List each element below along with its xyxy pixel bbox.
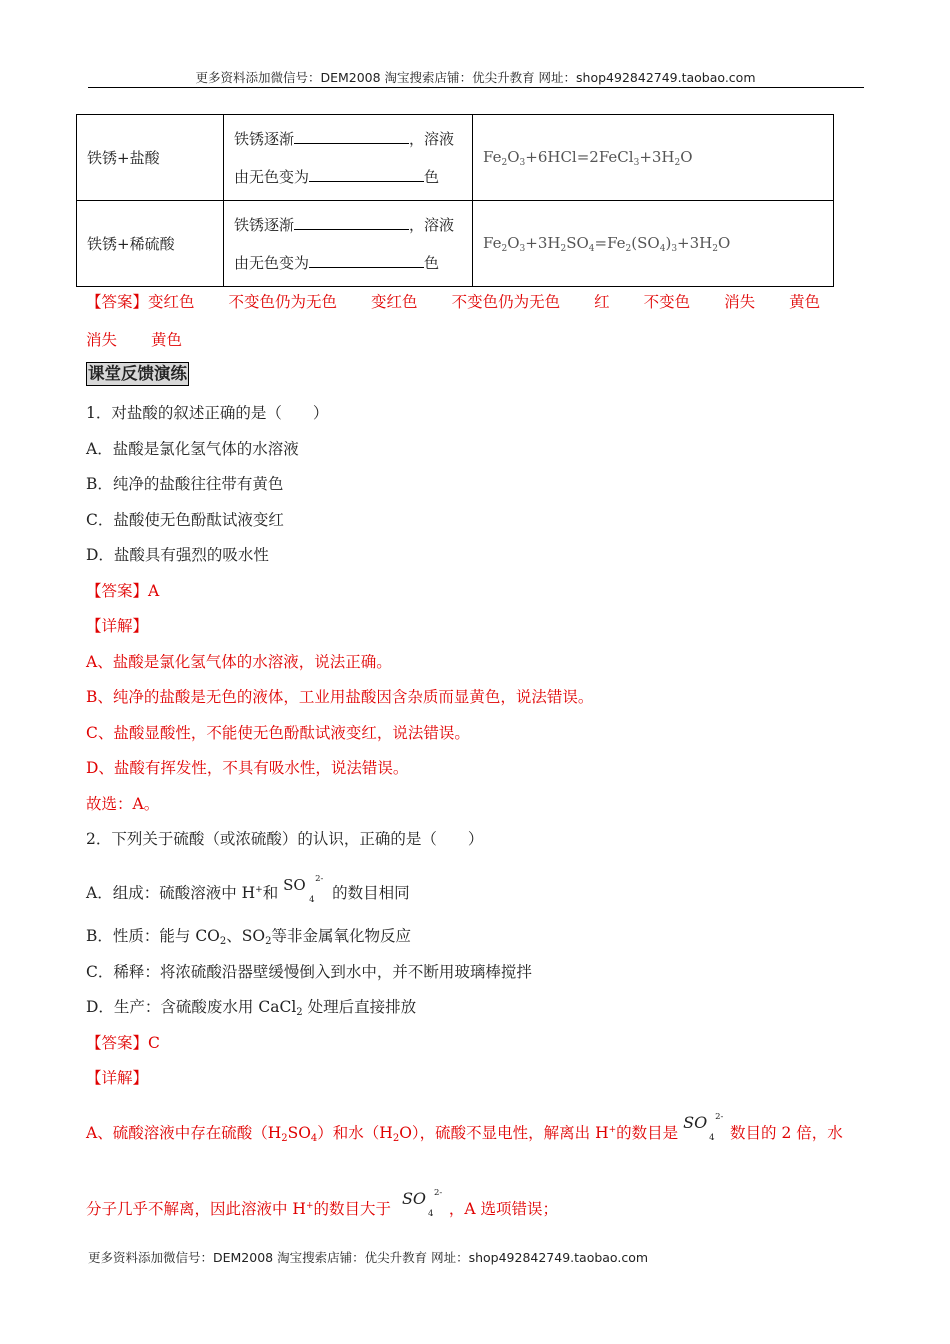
obs-text: ，溶液	[409, 129, 455, 148]
reactants-cell: 铁锈+盐酸	[77, 115, 224, 201]
q2-option-c: C．稀释：将浓硫酸沿器壁缓慢倒入到水中，并不断用玻璃棒搅拌	[86, 963, 532, 981]
q1-option-b: B．纯净的盐酸往往带有黄色	[86, 475, 284, 493]
q1-option-d: D．盐酸具有强烈的吸水性	[86, 546, 269, 564]
answer-item: 红	[594, 293, 610, 311]
q1-option-a: A．盐酸是氯化氢气体的水溶液	[86, 440, 299, 458]
q2-option-d: D．生产：含硫酸废水用 CaCl$_2$ 处理后直接排放	[86, 998, 417, 1018]
answer-item: 变红色	[148, 293, 195, 311]
answer-item: 消失	[86, 331, 118, 349]
q2-stem: 2．下列关于硫酸（或浓硫酸）的认识，正确的是（ ）	[86, 830, 484, 848]
q1-detail-b: B、纯净的盐酸是无色的液体，工业用盐酸因含杂质而显黄色，说法错误。	[86, 688, 594, 706]
header-rule	[88, 87, 864, 88]
page-header: 更多资料添加微信号：DEM2008 淘宝搜索店铺：优尖升教育 网址：shop492842749.taobao.com	[195, 70, 756, 85]
obs-text: 铁锈逐渐	[234, 215, 295, 234]
page-footer: 更多资料添加微信号：DEM2008 淘宝搜索店铺：优尖升教育 网址：shop492842749.taobao.com	[88, 1250, 649, 1265]
obs-text: 由无色变为	[234, 167, 310, 186]
q1-stem: 1．对盐酸的叙述正确的是（ ）	[86, 404, 329, 422]
table-row	[77, 115, 834, 201]
answer-item: 黄色	[151, 331, 183, 349]
q1-detail-c: C、盐酸显酸性，不能使无色酚酞试液变红，说法错误。	[86, 724, 470, 742]
q1-detail-label: 【详解】	[86, 617, 149, 635]
q2-answer: 【答案】C	[86, 1034, 160, 1052]
table-row	[77, 201, 834, 287]
observation-cell	[224, 201, 473, 287]
fill-blank	[309, 167, 424, 182]
answer-item: 消失	[724, 293, 756, 311]
obs-text: ，溶液	[409, 215, 455, 234]
answer-item: 黄色	[789, 293, 821, 311]
q1-conclusion: 故选：A。	[86, 795, 160, 813]
fill-blank	[294, 215, 409, 230]
obs-text: 色	[424, 253, 440, 272]
section-title: 课堂反馈演练	[86, 362, 189, 386]
q2-option-a: A．组成：硫酸溶液中 H+和 SO 2- 4 的数目相同	[86, 866, 410, 912]
fill-blank	[309, 253, 424, 268]
obs-text: 色	[424, 167, 440, 186]
observation-cell	[224, 115, 473, 201]
reaction-table	[76, 114, 834, 287]
answer-item: 不变色仍为无色	[451, 293, 561, 311]
sulfate-ion: SO 2- 4	[283, 874, 324, 905]
answer-row	[86, 290, 820, 312]
q1-detail-a: A、盐酸是氯化氢气体的水溶液，说法正确。	[86, 653, 392, 671]
answer-item: 不变色	[643, 293, 691, 311]
q2-detail-a-line2: 分子几乎不解离，因此溶液中 H+的数目大于 SO 2- 4 ，A 选项错误；	[86, 1176, 558, 1232]
answer-item: 变红色	[371, 293, 418, 311]
sulfate-ion: SO 2- 4	[401, 1188, 443, 1219]
q2-option-b: B．性质：能与 $CO_2$、$SO_2$等非金属氧化物反应	[86, 927, 411, 947]
q1-answer: 【答案】A	[86, 582, 160, 600]
obs-text: 由无色变为	[234, 253, 310, 272]
q1-option-c: C．盐酸使无色酚酞试液变红	[86, 511, 284, 529]
fill-blank	[294, 129, 409, 144]
equation-cell: $Fe_2O_3+6HCl=2FeCl_3+3H_2O$	[473, 115, 834, 201]
reactants-cell: 铁锈+稀硫酸	[77, 201, 224, 287]
q1-detail-d: D、盐酸有挥发性，不具有吸水性，说法错误。	[86, 759, 409, 777]
obs-text: 铁锈逐渐	[234, 129, 295, 148]
answer-row-2	[86, 328, 182, 350]
answer-label: 【答案】	[86, 293, 149, 311]
q2-detail-a-line1: A、硫酸溶液中存在硫酸$(H_2SO_4)$和水$(H_2O)$，硫酸不显电性，解离出 H+的数目是 SO 2- 4 数目的 2 倍，水	[86, 1100, 843, 1162]
equation-cell: $Fe_2O_3+3H_2SO_4=Fe_2(SO_4)_3+3H_2O$	[473, 201, 834, 287]
answer-item: 不变色仍为无色	[228, 293, 338, 311]
q2-detail-label: 【详解】	[86, 1069, 149, 1087]
sulfate-ion: SO 2- 4	[683, 1112, 724, 1143]
